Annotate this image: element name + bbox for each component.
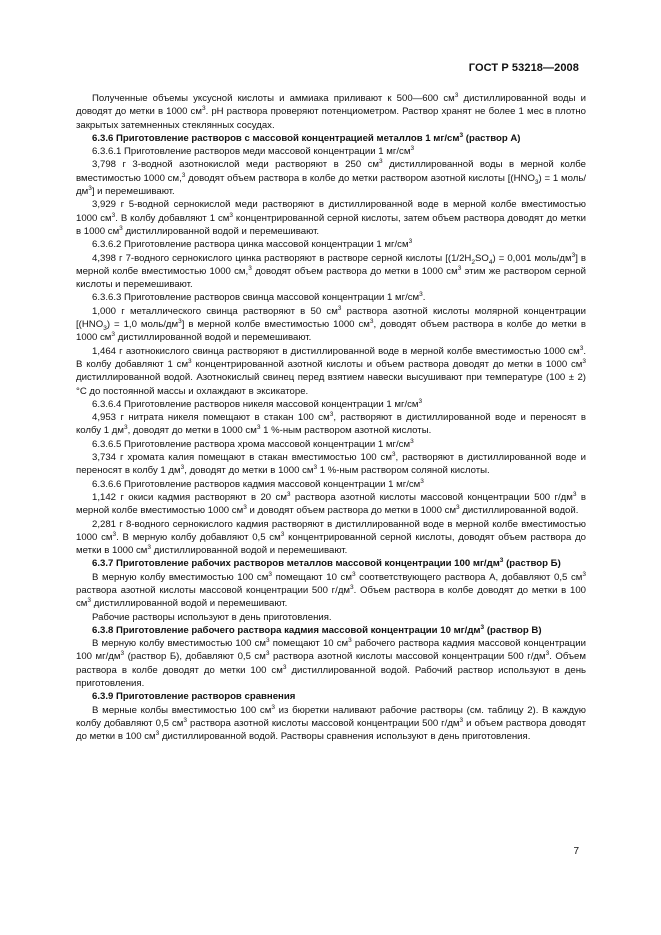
paragraph: В мерные колбы вместимостью 100 $см^3$ из бюретки наливают рабочие растворы (см. таблицу 2). В каждую колбу добавляют 0,5 $см^3$ раствора азотной кислоты массовой концентрации 500 $г/дм^3$ и объем раствора доводят до метки в 100 $см^3$ дистиллированной водой. Растворы сравнения используют в день приготовления. xyxy=(76,703,586,743)
section-heading-6-3-7: 6.3.7 Приготовление рабочих растворов металлов массовой концентрации 100 $мг/дм^3$ (раствор Б) xyxy=(92,557,561,570)
subsection-heading: 6.3.6.1 Приготовление растворов меди массовой концентрации 1 $мг/см^3$ xyxy=(92,145,415,158)
document-id: ГОСТ Р 53218—2008 xyxy=(468,62,579,74)
paragraph: Полученные объемы уксусной кислоты и аммиака приливают к 500—600 $см^3$ дистиллированной воды и доводят до метки в 1000 $см^3$. pH раствора проверяют потенциометром. Раствор хранят не более 1 мес в плотно закрытых затемненных стеклянных сосудах. xyxy=(76,91,586,131)
paragraph: 3,929 г 5-водной сернокислой меди растворяют в дистиллированной воде в мерной колбе вместимостью 1000 $см^3$. В колбу добавляют 1 $см^3$ концентрированной серной кислоты, затем объем раствора доводят до метки в 1000 $см^3$ дистиллированной водой и перемешивают. xyxy=(76,199,586,237)
body-text xyxy=(76,92,586,744)
subsection-heading: 6.3.6.2 Приготовление раствора цинка массовой концентрации 1 $мг/см^3$ xyxy=(92,238,413,251)
paragraph: В мерную колбу вместимостью 100 $см^3$ помещают 10 $см^3$ соответствующего раствора А, добавляют 0,5 $см^3$ раствора азотной кислоты массовой концентрации 500 $г/дм^3$. Объем раствора в колбе доводят до метки в 100 $см^3$ дистиллированной водой и перемешивают. xyxy=(76,570,586,610)
paragraph: 3,734 г хромата калия помещают в стакан вместимостью 100 $см^3$, растворяют в дистиллированной воде и переносят в колбу 1 $дм^3$, доводят до метки в 1000 $см^3$ 1 %-ным раствором соляной кислоты. xyxy=(76,450,586,477)
paragraph: 1,464 г азотнокислого свинца растворяют в дистиллированной воде в мерной колбе вместимостью 1000 $см^3$. В колбу добавляют 1 $см^3$ концентрированной азотной кислоты и объем раствора доводят до метки в 1000 $см^3$ дистиллированной водой. Азотнокислый свинец перед взятием навески высушивают при температуре (100 ± 2) °С до постоянной массы и охлаждают в эксикаторе. xyxy=(76,344,586,397)
subsection-heading: 6.3.6.3 Приготовление растворов свинца массовой концентрации 1 $мг/см^3$. xyxy=(92,291,426,304)
subsection-heading: 6.3.6.6 Приготовление растворов кадмия массовой концентрации 1 $мг/см^3$ xyxy=(92,477,424,490)
section-heading-6-3-9: 6.3.9 Приготовление растворов сравнения xyxy=(92,691,296,703)
subsection-heading: 6.3.6.5 Приготовление раствора хрома массовой концентрации 1 $мг/см^3$ xyxy=(92,437,414,450)
paragraph: В мерную колбу вместимостью 100 $см^3$ помещают 10 $см^3$ рабочего раствора кадмия массовой концентрации 100 $мг/дм^3$ (раствор Б), добавляют 0,5 $см^3$ раствора азотной кислоты массовой концентрации 500 $г/дм^3$. Объем раствора в колбе доводят до метки 100 $см^3$ дистиллированной водой. Рабочий раствор используют в день приготовления. xyxy=(76,636,586,690)
page-number: 7 xyxy=(573,846,579,857)
paragraph: 1,000 г металлического свинца растворяют в 50 $см^3$ раствора азотной кислоты молярной концентрации [$(HNO_3) = 1,0$ моль/$дм^3$] в мерной колбе вместимостью 1000 $см^3$, доводят объем раствора в колбе до метки в 1000 $см^3$ дистиллированной водой и перемешивают. xyxy=(76,304,586,344)
paragraph: 4,953 г нитрата никеля помещают в стакан 100 $см^3$, растворяют в дистиллированной воде и переносят в колбу 1 $дм^3$, доводят до метки в 1000 $см^3$ 1 %-ным раствором азотной кислоты. xyxy=(76,410,587,437)
section-heading-6-3-8: 6.3.8 Приготовление рабочего раствора кадмия массовой концентрации 10 $мг/дм^3$ (раствор В) xyxy=(92,623,542,636)
section-heading-6-3-6: 6.3.6 Приготовление растворов с массовой концентрацией металлов 1 $мг/см^3$ (раствор А) xyxy=(92,131,521,144)
paragraph: 2,281 г 8-водного сернокислого кадмия растворяют в дистиллированной воде в мерной колбе вместимостью 1000 $см^3$. В мерную колбу добавляют 0,5 $см^3$ концентрированной серной кислоты, доводят объем раствора до метки в 1000 $см^3$ дистиллированной водой и перемешивают. xyxy=(76,518,587,557)
paragraph: Рабочие растворы используют в день приготовления. xyxy=(92,611,332,623)
paragraph: 1,142 г окиси кадмия растворяют в 20 $см^3$ раствора азотной кислоты массовой концентрации 500 $г/дм^3$ в мерной колбе вместимостью 1000 $см^3$ и доводят объем раствора до метки в 1000 $см^3$ дистиллированной водой. xyxy=(76,490,587,517)
subsection-heading: 6.3.6.4 Приготовление растворов никеля массовой концентрации 1 $мг/см^3$ xyxy=(92,397,423,410)
paragraph: 3,798 г 3-водной азотнокислой меди растворяют в 250 $см^3$ дистиллированной воды в мерной колбе вместимостью 1000 см,$^3$ доводят объем раствора в колбе до метки раствором азотной кислоты [$(HNO_3) = 1$ моль/$дм^3$] и перемешивают. xyxy=(76,158,587,198)
paragraph: 4,398 г 7-водного сернокислого цинка растворяют в растворе серной кислоты [$(1/2H_2SO_4) = 0,001$ моль/$дм^3$] в мерной колбе вместимостью 1000 см,$^3$ доводят объем раствора до метки в 1000 $см^3$ этим же раствором серной кислоты и перемешивают. xyxy=(76,251,587,291)
